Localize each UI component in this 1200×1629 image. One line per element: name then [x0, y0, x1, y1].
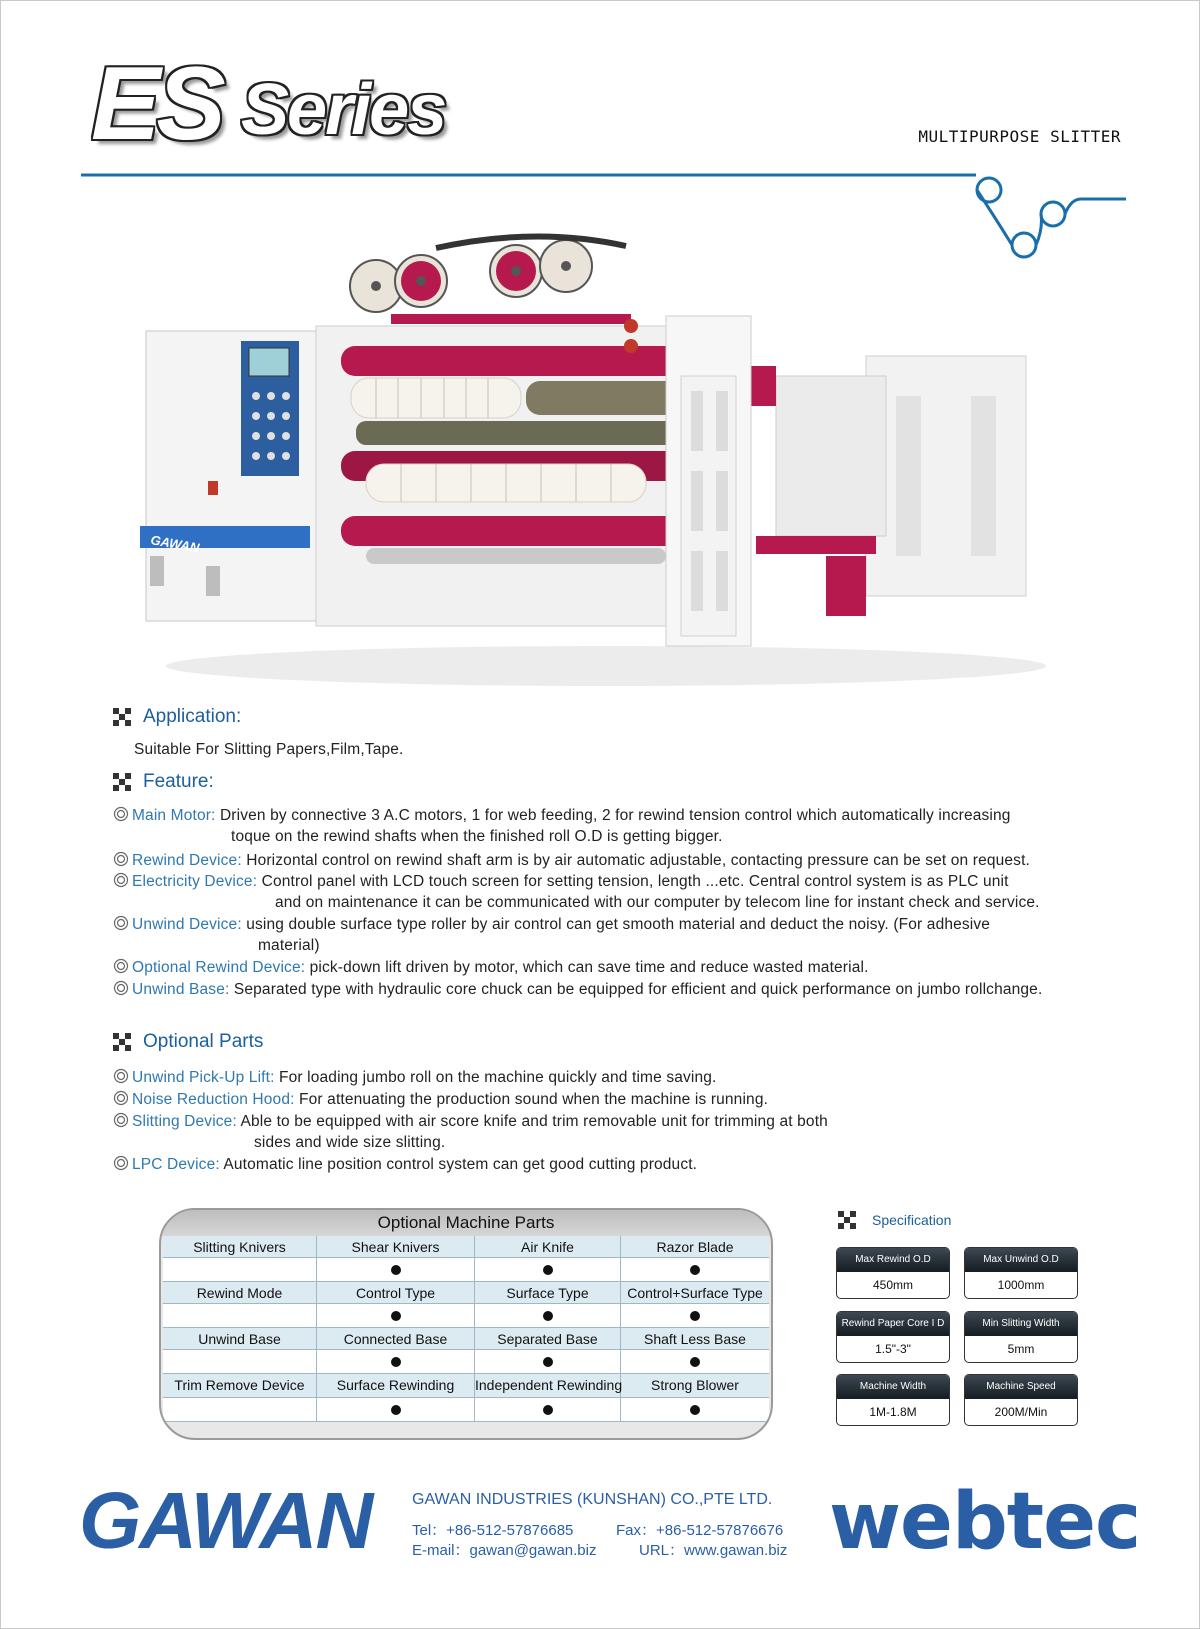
table-cell-mark — [475, 1350, 621, 1374]
title-es: ES — [91, 46, 222, 162]
double-circle-bullet-icon — [113, 1090, 129, 1106]
spec-label: Max Unwind O.D — [965, 1248, 1077, 1272]
table-cell-empty — [163, 1398, 317, 1422]
table-cell: Razor Blade — [621, 1236, 769, 1258]
table-row — [163, 1374, 769, 1398]
feature-text: using double surface type roller by air control can get smooth material and deduct the noisy. (For adhesive — [241, 916, 991, 933]
application-heading — [113, 706, 241, 728]
spec-label: Rewind Paper Core I D — [837, 1312, 949, 1336]
feature-text: Control panel with LCD touch screen for setting tension, length ...etc. Central control system is as PLC unit — [257, 873, 1009, 890]
double-circle-bullet-icon — [113, 1068, 129, 1084]
double-circle-bullet-icon — [113, 915, 129, 931]
spec-label: Max Rewind O.D — [837, 1248, 949, 1272]
optional-text: For attenuating the production sound when the machine is running. — [294, 1091, 769, 1108]
table-cell: Connected Base — [317, 1328, 475, 1350]
bullet-dot-icon — [391, 1405, 401, 1415]
gawan-logo: GAWAN — [79, 1476, 372, 1565]
table-row — [163, 1328, 769, 1350]
table-row-marks — [163, 1350, 769, 1374]
bullet-dot-icon — [543, 1265, 553, 1275]
feature-item-electricity-device — [113, 871, 1040, 913]
table-cell-empty — [163, 1258, 317, 1282]
feature-item-rewind-device — [113, 850, 1030, 871]
table-cell-mark — [475, 1304, 621, 1328]
table-cell-mark — [621, 1398, 769, 1422]
bullet-dot-icon — [391, 1357, 401, 1367]
table-cell-mark — [621, 1258, 769, 1282]
spec-label: Machine Width — [837, 1375, 949, 1399]
optional-text-cont: sides and wide size slitting. — [254, 1134, 446, 1151]
table-cell: Unwind Base — [163, 1328, 317, 1350]
spec-value: 1000mm — [997, 1278, 1045, 1292]
application-title: Application: — [143, 706, 242, 727]
table-cell-mark — [317, 1258, 475, 1282]
table-cell-mark — [475, 1398, 621, 1422]
spec-value: 5mm — [1007, 1342, 1035, 1356]
optional-text: Automatic line position control system can get good cutting product. — [219, 1156, 698, 1173]
double-circle-bullet-icon — [113, 872, 129, 888]
spec-card — [964, 1374, 1078, 1426]
feature-label: Main Motor: — [132, 807, 216, 824]
spec-card — [836, 1311, 950, 1363]
table-cell: Shear Knivers — [317, 1236, 475, 1258]
table-title: Optional Machine Parts — [161, 1210, 771, 1236]
table-cell: Separated Base — [475, 1328, 621, 1350]
table-cell: Control+Surface Type — [621, 1282, 769, 1304]
feature-item-optional-rewind-device — [113, 957, 869, 978]
contact-email[interactable]: E-mail：gawan@gawan.biz — [412, 1542, 597, 1559]
feature-label: Unwind Base: — [132, 981, 230, 998]
double-circle-bullet-icon — [113, 1155, 129, 1171]
table-cell: Surface Rewinding — [317, 1374, 475, 1398]
bullet-dot-icon — [543, 1311, 553, 1321]
feature-heading — [113, 771, 214, 793]
specification-title: Specification — [872, 1212, 952, 1228]
spec-card — [836, 1247, 950, 1299]
table-cell-empty — [163, 1350, 317, 1374]
feature-label: Electricity Device: — [132, 873, 258, 890]
bullet-dot-icon — [391, 1265, 401, 1275]
optional-item-slitting-device — [113, 1111, 828, 1153]
spec-label: Machine Speed — [965, 1375, 1077, 1399]
optional-machine-parts-table — [159, 1208, 773, 1440]
section-cross-icon — [113, 708, 131, 726]
spec-card — [964, 1311, 1078, 1363]
table-row — [163, 1282, 769, 1304]
feature-label: Optional Rewind Device: — [132, 959, 306, 976]
table-cell: Shaft Less Base — [621, 1328, 769, 1350]
spec-card — [964, 1247, 1078, 1299]
spec-value: 1M-1.8M — [869, 1405, 917, 1419]
feature-text-cont: toque on the rewind shafts when the finished roll O.D is getting bigger. — [231, 828, 723, 845]
table-cell: Strong Blower — [621, 1374, 769, 1398]
section-cross-icon — [838, 1211, 856, 1229]
table-cell-mark — [317, 1350, 475, 1374]
section-cross-icon — [113, 1033, 131, 1051]
spec-value: 200M/Min — [994, 1405, 1048, 1419]
bullet-dot-icon — [690, 1357, 700, 1367]
double-circle-bullet-icon — [113, 806, 129, 822]
table-row-marks — [163, 1258, 769, 1282]
application-text: Suitable For Slitting Papers,Film,Tape. — [134, 741, 404, 758]
bullet-dot-icon — [690, 1265, 700, 1275]
table-cell: Independent Rewinding — [475, 1374, 621, 1398]
feature-text: Separated type with hydraulic core chuck can be equipped for efficient and quick performance on jumbo rollchange. — [229, 981, 1043, 998]
title-series: Series — [241, 70, 446, 150]
table-cell-empty — [163, 1304, 317, 1328]
table-cell-mark — [317, 1398, 475, 1422]
section-cross-icon — [113, 773, 131, 791]
specification-heading — [838, 1211, 951, 1229]
optional-text: Able to be equipped with air score knife and trim removable unit for trimming at both — [236, 1113, 828, 1130]
contact-fax: Fax：+86-512-57876676 — [616, 1522, 784, 1539]
table-cell-mark — [475, 1258, 621, 1282]
optional-text: For loading jumbo roll on the machine quickly and time saving. — [274, 1069, 717, 1086]
table-grid — [163, 1236, 769, 1422]
feature-title: Feature: — [143, 771, 214, 792]
bullet-dot-icon — [543, 1405, 553, 1415]
bullet-dot-icon — [690, 1311, 700, 1321]
feature-item-unwind-device — [113, 914, 990, 956]
webtec-logo: webtec — [829, 1477, 1141, 1567]
feature-text: Driven by connective 3 A.C motors, 1 for web feeding, 2 for rewind tension control which automatically increasing — [215, 807, 1011, 824]
optional-item-unwind-pickup-lift — [113, 1067, 717, 1088]
double-circle-bullet-icon — [113, 980, 129, 996]
page-subtitle: MULTIPURPOSE SLITTER — [918, 127, 1121, 146]
optional-label: Slitting Device: — [132, 1113, 237, 1130]
table-cell: Air Knife — [475, 1236, 621, 1258]
double-circle-bullet-icon — [113, 958, 129, 974]
optional-item-noise-reduction-hood — [113, 1089, 768, 1110]
table-row-marks — [163, 1398, 769, 1422]
table-cell: Trim Remove Device — [163, 1374, 317, 1398]
optional-label: Noise Reduction Hood: — [132, 1091, 295, 1108]
table-row — [163, 1236, 769, 1258]
optional-label: LPC Device: — [132, 1156, 220, 1173]
optional-parts-heading — [113, 1031, 263, 1053]
spec-card — [836, 1374, 950, 1426]
table-cell: Control Type — [317, 1282, 475, 1304]
feature-text-cont: material) — [258, 937, 320, 954]
optional-parts-title: Optional Parts — [143, 1031, 264, 1052]
feature-item-unwind-base — [113, 979, 1042, 1000]
optional-item-lpc-device — [113, 1154, 697, 1175]
feature-label: Rewind Device: — [132, 852, 242, 869]
optional-label: Unwind Pick-Up Lift: — [132, 1069, 275, 1086]
feature-item-main-motor — [113, 805, 1011, 847]
bullet-dot-icon — [391, 1311, 401, 1321]
table-row-marks — [163, 1304, 769, 1328]
double-circle-bullet-icon — [113, 851, 129, 867]
table-cell-mark — [621, 1350, 769, 1374]
spec-value: 450mm — [872, 1278, 913, 1292]
feature-text: pick-down lift driven by motor, which can save time and reduce wasted material. — [305, 959, 869, 976]
double-circle-bullet-icon — [113, 1112, 129, 1128]
table-cell: Slitting Knivers — [163, 1236, 317, 1258]
bullet-dot-icon — [543, 1357, 553, 1367]
spec-label: Min Slitting Width — [965, 1312, 1077, 1336]
table-cell: Rewind Mode — [163, 1282, 317, 1304]
contact-tel: Tel：+86-512-57876685 — [412, 1522, 574, 1539]
bullet-dot-icon — [690, 1405, 700, 1415]
svg-text:GAWAN: GAWAN — [149, 532, 201, 556]
slitter-machine-image — [136, 226, 1076, 696]
company-name: GAWAN INDUSTRIES (KUNSHAN) CO.,PTE LTD. — [412, 1491, 773, 1508]
table-cell-mark — [317, 1304, 475, 1328]
contact-url[interactable]: URL：www.gawan.biz — [639, 1542, 788, 1559]
feature-text-cont: and on maintenance it can be communicated with our computer by telecom line for instant check and service. — [275, 894, 1040, 911]
feature-text: Horizontal control on rewind shaft arm is by air automatic adjustable, contacting pressure can be set on request. — [241, 852, 1030, 869]
spec-value: 1.5"-3" — [875, 1342, 911, 1356]
table-cell: Surface Type — [475, 1282, 621, 1304]
table-cell-mark — [621, 1304, 769, 1328]
feature-label: Unwind Device: — [132, 916, 242, 933]
